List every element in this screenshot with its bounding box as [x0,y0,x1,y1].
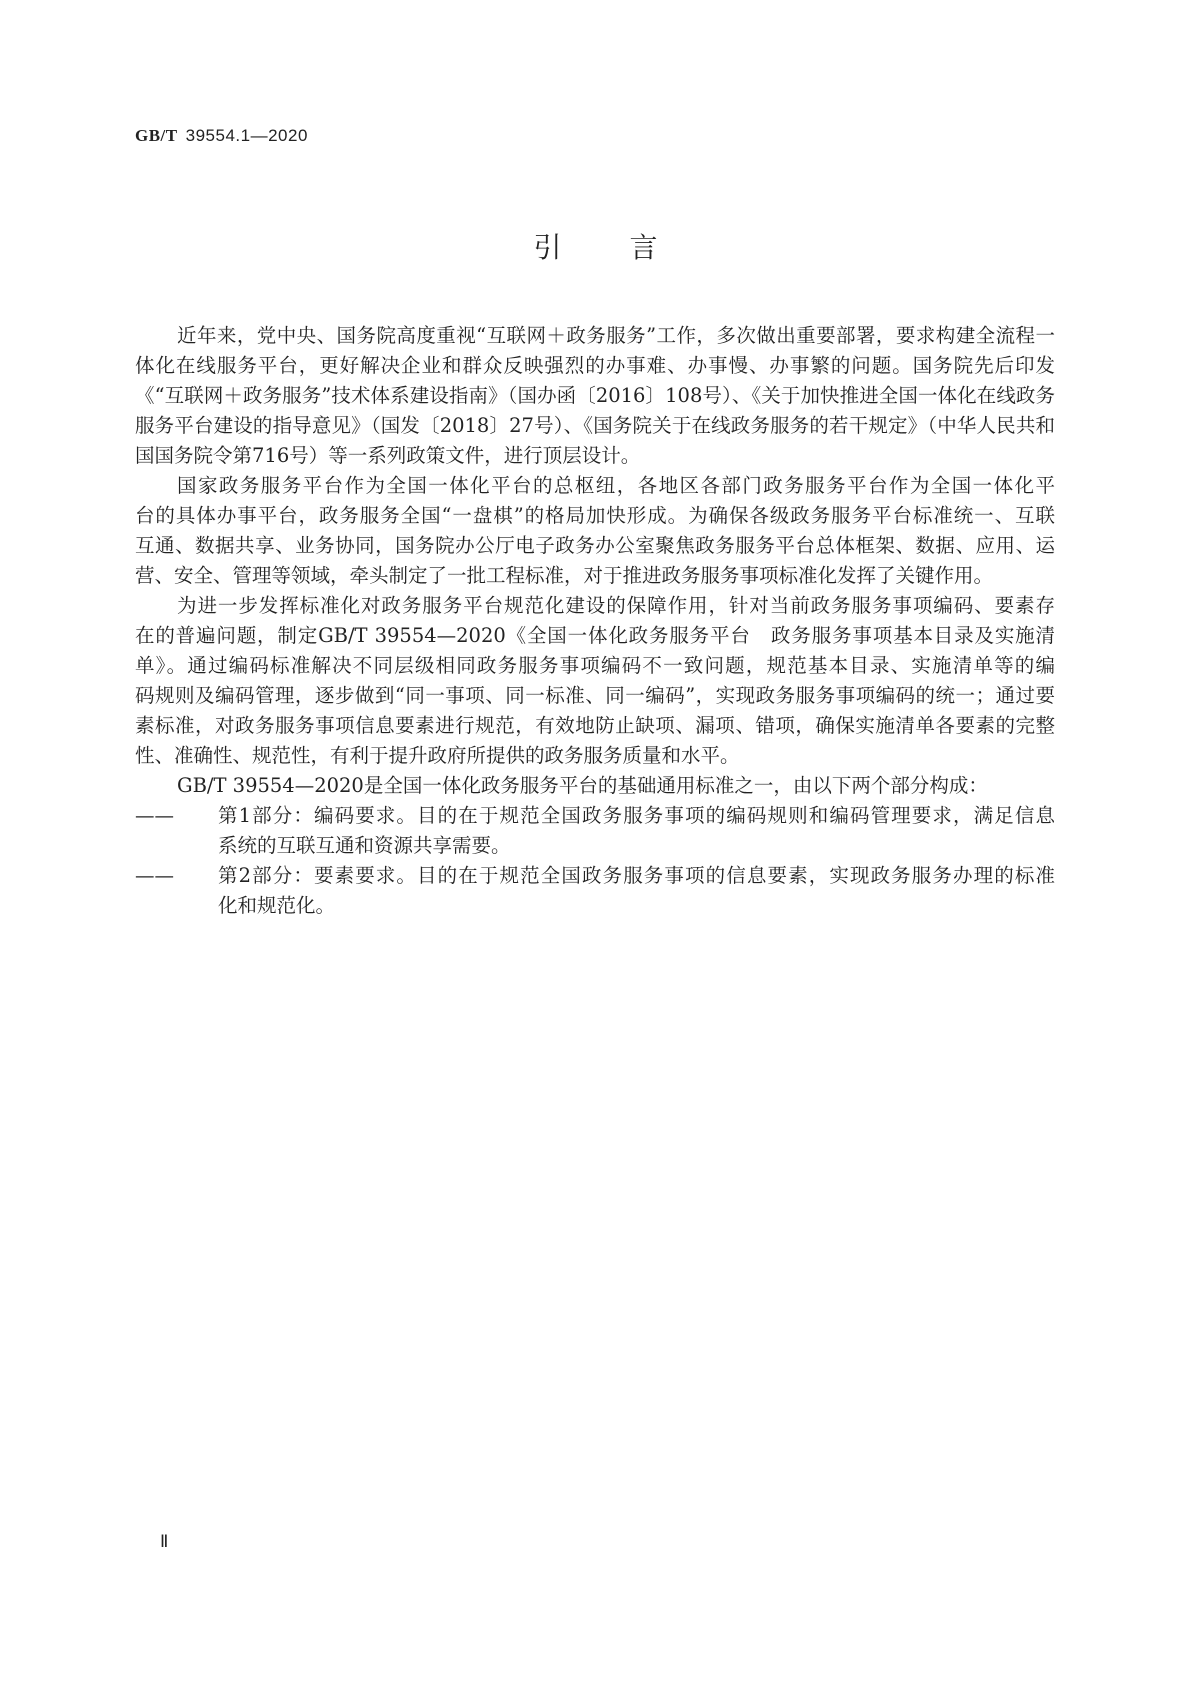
paragraph [135,591,1055,771]
text-line: 化和规范化。 [218,894,336,917]
standard-prefix: GB/T [135,126,178,145]
page-number: Ⅱ [160,1532,169,1551]
list-item [135,801,1055,861]
text-line: 近年来，党中央、国务院高度重视“互联网＋政务服务”工作，多次做出重要部署，要求构建全流程一 [177,324,1055,347]
paragraph [135,321,1055,471]
text-line: 第2部分：要素要求。目的在于规范全国政务服务事项的信息要素，实现政务服务办理的标准 [218,864,1055,887]
text-line: 在的普遍问题，制定GB/T 39554—2020《全国一体化政务服务平台 政务服务事项基本目录及实施清 [135,624,1055,647]
text-line: 码规则及编码管理，逐步做到“同一事项、同一标准、同一编码”，实现政务服务事项编码的统一；通过要 [135,684,1055,707]
text-line: 系统的互联互通和资源共享需要。 [218,834,511,857]
text-line: 体化在线服务平台，更好解决企业和群众反映强烈的办事难、办事慢、办事繁的问题。国务院先后印发 [135,354,1055,377]
text-line: GB/T 39554—2020是全国一体化政务服务平台的基础通用标准之一，由以下两个部分构成： [177,774,988,797]
text-line: 国国务院令第716号）等一系列政策文件，进行顶层设计。 [135,444,641,467]
text-line: 为进一步发挥标准化对政务服务平台规范化建设的保障作用，针对当前政务服务事项编码、要素存 [177,594,1055,617]
list-dash: —— [135,804,174,827]
title-char: 言 [629,231,658,264]
text-line: 服务平台建设的指导意见》（国发〔2018〕27号）、《国务院关于在线政务服务的若干规定》（中华人民共和 [135,414,1055,437]
paragraph [135,471,1055,591]
standard-number-header [135,126,308,146]
list-item [135,861,1055,921]
text-line: 素标准，对政务服务事项信息要素进行规范，有效地防止缺项、漏项、错项，确保实施清单各要素的完整 [135,714,1055,737]
text-line: 营、安全、管理等领域，牵头制定了一批工程标准，对于推进政务服务事项标准化发挥了关键作用。 [135,564,994,587]
text-line: 互通、数据共享、业务协同，国务院办公厅电子政务办公室聚焦政务服务平台总体框架、数据、应用、运 [135,534,1055,557]
text-line: 国家政务服务平台作为全国一体化平台的总枢纽，各地区各部门政务服务平台作为全国一体化平 [177,474,1055,497]
title-char: 引 [533,231,562,264]
list-dash: —— [135,864,174,887]
list-item-first-line [135,801,1055,831]
list-item-first-line [135,861,1055,891]
paragraph [135,771,1055,801]
text-line: 性、准确性、规范性，有利于提升政府所提供的政务服务质量和水平。 [135,744,740,767]
document-body [135,321,1055,921]
text-line: 《“互联网＋政务服务”技术体系建设指南》（国办函〔2016〕108号）、《关于加快推进全国一体化在线政务 [135,384,1055,407]
text-line: 单》。通过编码标准解决不同层级相同政务服务事项编码不一致问题，规范基本目录、实施清单等的编 [135,654,1055,677]
text-line: 台的具体办事平台，政务服务全国“一盘棋”的格局加快形成。为确保各级政务服务平台标准统一、互联 [135,504,1055,527]
standard-number: 39554.1—2020 [185,126,308,145]
page-title [0,226,1191,266]
text-line: 第1部分：编码要求。目的在于规范全国政务服务事项的编码规则和编码管理要求，满足信息 [218,804,1055,827]
